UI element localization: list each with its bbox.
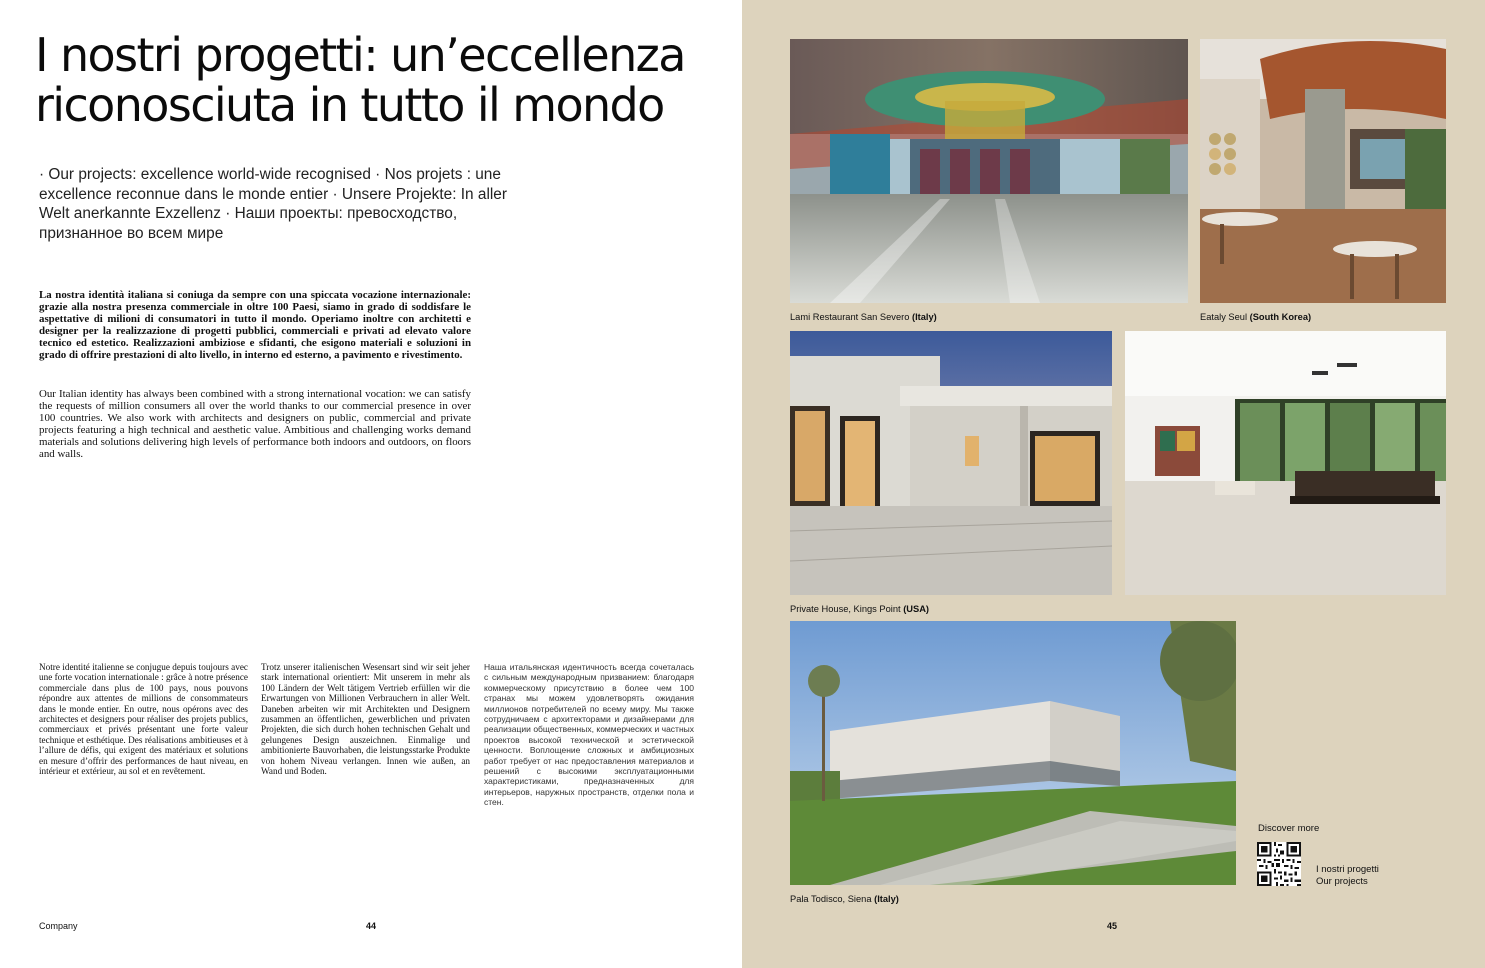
caption-private-house: Private House, Kings Point (USA): [790, 604, 930, 614]
caption-eataly: Eataly Seul (South Korea): [1200, 312, 1312, 322]
qr-label: [1316, 864, 1379, 888]
photo-eataly-seul: [1200, 39, 1446, 303]
qr-label-line2: Our projects: [1316, 876, 1368, 887]
photo-lami-restaurant: [790, 39, 1188, 303]
footer-section-label: Company: [39, 921, 78, 931]
intro-english: Our Italian identity has always been combined with a strong international vocation: we can satisfy the requests of million consumers all over the world thanks to our commercial presence in over 100 countries. We also work with architects and designers on public, commercial and private projects featuring a high technical and aesthetic value. Ambitious and challenging works demand materials and solutions delivering high levels of performance both indoors and outdoors, on floors and walls.: [39, 388, 471, 460]
caption-pala-todisco: Pala Todisco, Siena (Italy): [790, 894, 899, 904]
caption-lami: Lami Restaurant San Severo (Italy): [790, 312, 937, 322]
page-number-right: 45: [1107, 921, 1118, 931]
text-column-german: Trotz unserer italienischen Wesensart sind wir seit jeher stark international orientiert: Mit unserem in mehr als 100 Ländern der Welt tätigem Vertrieb erfüllen wir die Erwartungen von Millionen Verbrauchern in aller Welt. Daneben arbeiten wir mit Architekten und Designern zusammen an öffentlichen, gewerblichen und privaten Projekten, die sich durch hohen technischen Gehalt und gelungenes Design auszeichnen. Einmalige und ambitionierte Bauvorhaben, die leistungsstarke Produkte von hohem Niveau verlangen. Innen wie außen, an Wand und Boden.: [261, 662, 470, 777]
page-title: I nostri progetti: un’eccellenza riconosciuta in tutto il mondo: [35, 28, 685, 132]
text-column-russian: Наша итальянская идентичность всегда сочеталась с сильным международным призванием: благодаря коммерческому присутствию в более чем 100 странах мы можем удовлетворять ожидания миллионов потребителей по всему миру. Мы также сотрудничаем с архитекторами и дизайнерами для реализации общественных, коммерческих и частных проектов высокой технической и эстетической ценности. Воплощение сложных и амбициозных работ требует от нас предоставления материалов и решений с высокими эксплуатационными характеристиками, предназначенных для интерьеров, наружных пространств, отделки пола и стен.: [484, 662, 694, 808]
photo-pala-todisco: [790, 621, 1236, 885]
page-number-left: 44: [366, 921, 377, 931]
qr-label-line1: I nostri progetti: [1316, 864, 1379, 875]
photo-private-house-exterior: [790, 331, 1112, 595]
text-column-french: Notre identité italienne se conjugue depuis toujours avec une forte vocation internationale : grâce à notre présence commerciale dans plus de 100 pays, nous pouvons répondre aux attentes de millions de consommateurs dans le monde entier. En outre, nous opérons avec des architectes et designers pour réaliser des projets publics, commerciaux et privés présentant une forte valeur technique et esthétique. Des réalisations ambitieuses et à l’allure de défis, qui exigent des matériaux et solutions en mesure d’offrir des performances de haut niveau, en intérieur et extérieur, au sol et en revêtement.: [39, 662, 248, 777]
left-page: [0, 0, 742, 968]
qr-code-icon[interactable]: [1257, 842, 1301, 886]
multilingual-subtitle: · Our projects: excellence world-wide recognised · Nos projets : une excellence reconnue dans le monde entier · Unsere Projekte: In aller Welt anerkannte Exzellenz · Наши проекты: превосходство, признанное во всем мире: [39, 166, 507, 242]
discover-more-label: Discover more: [1258, 823, 1320, 834]
intro-italian: La nostra identità italiana si coniuga da sempre con una spiccata vocazione internazionale: grazie alla nostra presenza commerciale in oltre 100 Paesi, siamo in grado di soddisfare le aspettative di milioni di consumatori in tutto il mondo. Operiamo inoltre con architetti e designer per la realizzazione di progetti pubblici, commerciali e privati ad elevato valore tecnico ed estetico. Realizzazioni ambiziose e sfidanti, che esigono materiali e soluzioni in grado di offrire prestazioni di alto livello, in interno ed esterno, a pavimento e rivestimento.: [39, 289, 471, 361]
photo-private-house-interior: [1125, 331, 1446, 595]
